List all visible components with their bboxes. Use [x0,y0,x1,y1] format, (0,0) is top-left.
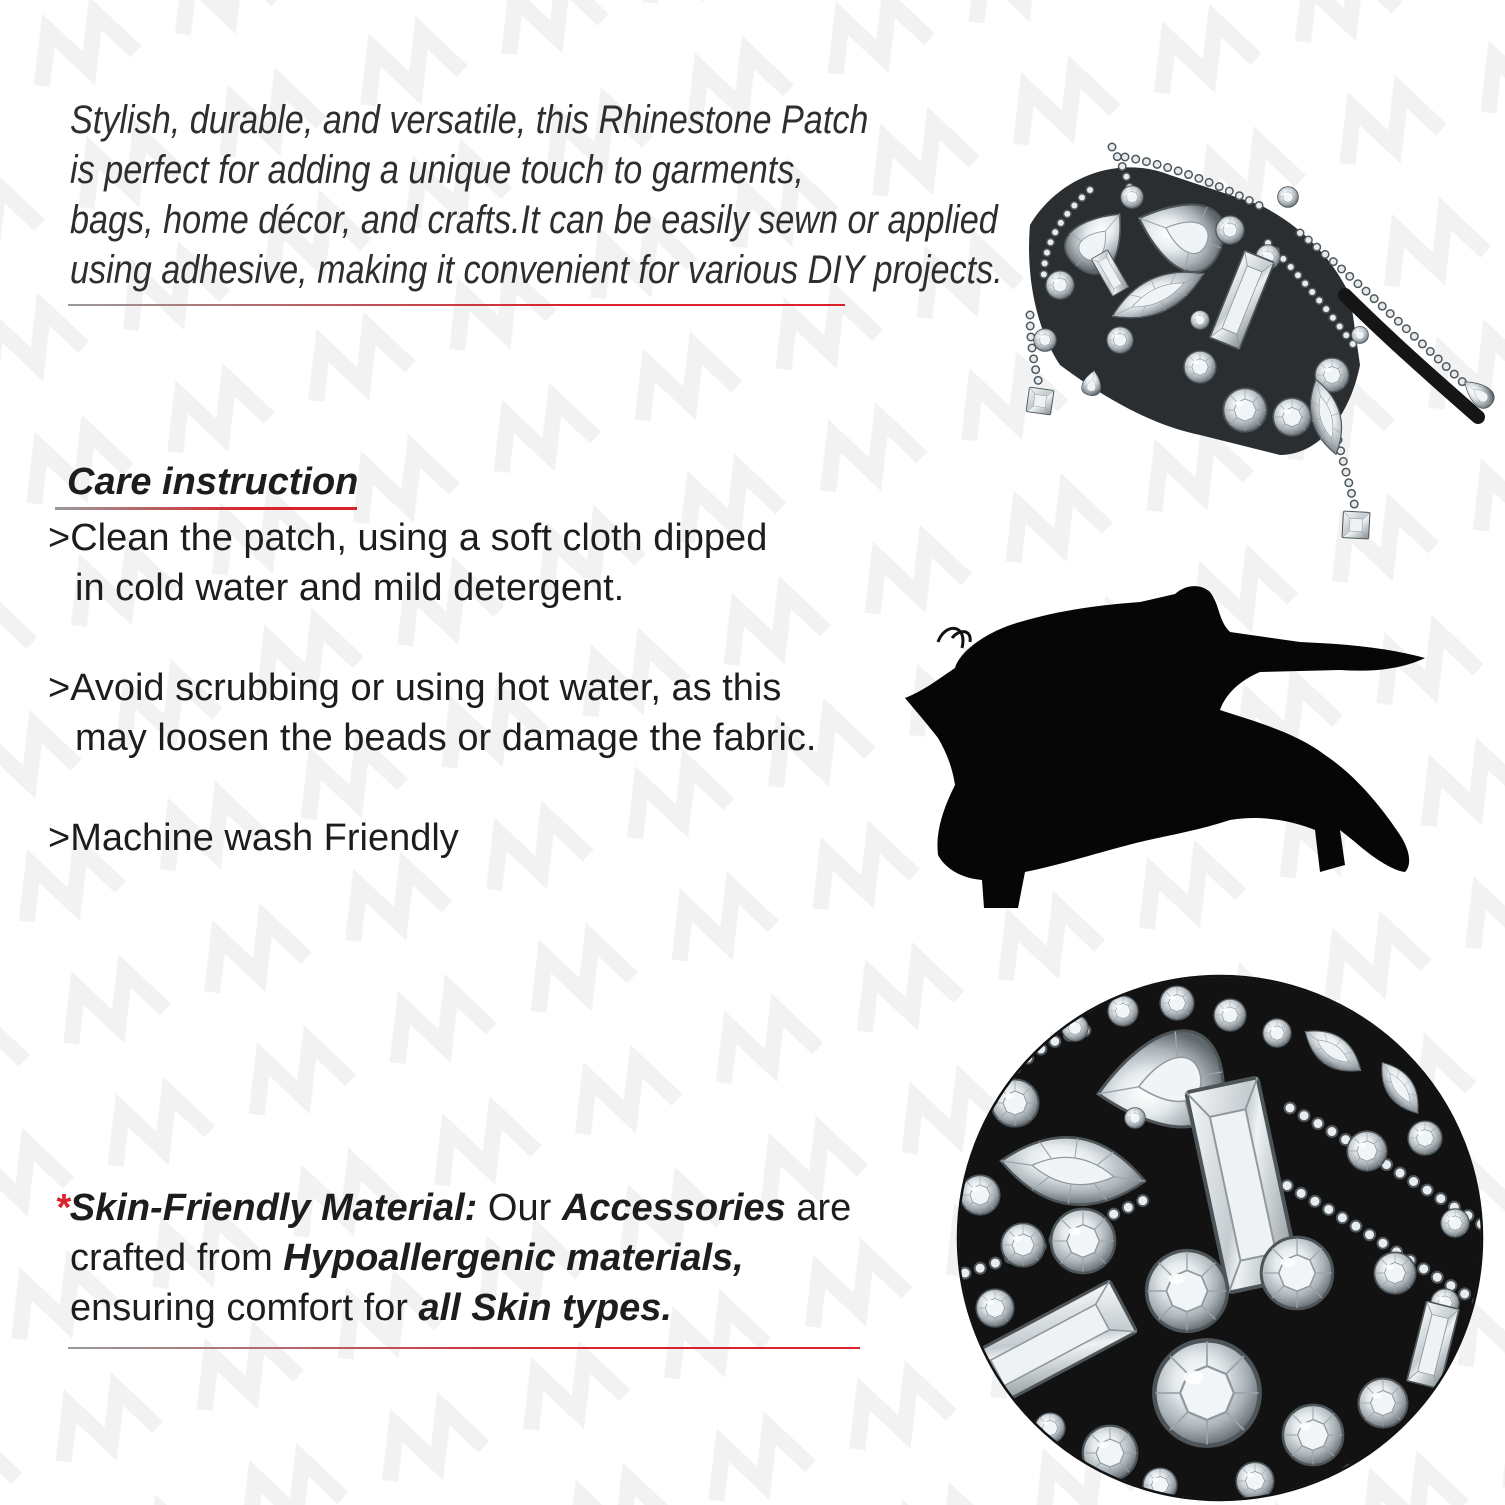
patch-ribbon [1345,295,1478,417]
round-gem [1160,986,1194,1020]
round-gem [1191,311,1210,330]
care-item [48,513,816,613]
intro-divider [68,304,845,306]
care-instruction-list [48,513,816,913]
intro-line: is perfect for adding a unique touch to garments, [70,148,804,192]
skin-text: ensuring comfort for [70,1287,419,1329]
round-gem [1121,186,1144,209]
skin-line [55,1283,851,1333]
intro-line: Stylish, durable, and versatile, this Rhinestone Patch [70,98,869,142]
care-item-line: >Machine wash Friendly [48,817,459,859]
skin-asterisk: * [55,1187,70,1229]
round-gem [1034,329,1057,352]
skin-text: are [785,1187,852,1229]
skin-bold-text: all Skin types. [418,1287,672,1329]
care-heading: Care instruction [67,461,359,503]
round-gem [1283,1405,1343,1465]
round-gem [1374,1252,1415,1293]
round-gem [1347,1131,1386,1170]
round-gem [1236,1462,1274,1500]
product-photo-closeup [955,973,1485,1503]
care-item [48,663,816,763]
round-gem [1408,1121,1442,1155]
round-gem [1214,999,1246,1031]
skin-friendly-note [55,1183,851,1333]
skin-bold-text: Hypoallergenic materials, [283,1237,744,1279]
intro-line: bags, home décor, and crafts.It can be easily sewn or applied [70,198,998,242]
round-gem [992,1080,1039,1127]
round-gem [1261,1237,1332,1308]
round-gem [1143,1468,1177,1502]
round-gem [1154,1340,1259,1445]
round-gem [1051,1209,1115,1273]
round-gem [1223,388,1266,431]
skin-bold-text: Accessories [561,1187,786,1229]
intro-paragraph [70,95,1003,295]
skin-note-divider [68,1347,860,1349]
care-item-line: may loosen the beads or damage the fabric. [75,717,817,759]
round-gem [1273,398,1311,436]
care-item-line: in cold water and mild detergent. [75,567,625,609]
skin-line [55,1233,851,1283]
round-gem [1147,1251,1228,1332]
square-gem [1026,387,1054,415]
patch-back-silhouette [905,586,1425,908]
care-item-line: >Clean the patch, using a soft cloth dipped [48,517,768,559]
thread-loop [938,628,970,648]
round-gem [1278,187,1299,208]
product-photo-patch-front [1000,135,1495,565]
round-gem [1359,1379,1408,1428]
skin-bold-text: Skin-Friendly Material: [69,1187,478,1229]
round-gem [1083,1426,1138,1481]
round-gem [960,1175,999,1214]
round-gem [976,1289,1014,1327]
product-photo-patch-back [900,580,1430,915]
skin-line [55,1183,851,1233]
round-gem [1001,1223,1044,1266]
round-gem [1108,996,1138,1026]
round-gem [1107,327,1133,353]
round-gem [1263,1019,1291,1047]
care-item-line: >Avoid scrubbing or using hot water, as this [48,667,782,709]
round-gem [1125,1108,1146,1129]
square-pendant-gem [1342,511,1370,539]
care-item [48,813,816,863]
skin-text: crafted from [70,1237,284,1279]
round-gem [1184,351,1216,383]
skin-text: Our [477,1187,562,1229]
care-heading-underline [55,507,357,510]
round-gem [1352,327,1369,344]
round-gem [1046,271,1074,299]
round-gem [1216,216,1244,244]
intro-line: using adhesive, making it convenient for various DIY projects. [70,248,1003,292]
round-gem [1441,1209,1469,1237]
